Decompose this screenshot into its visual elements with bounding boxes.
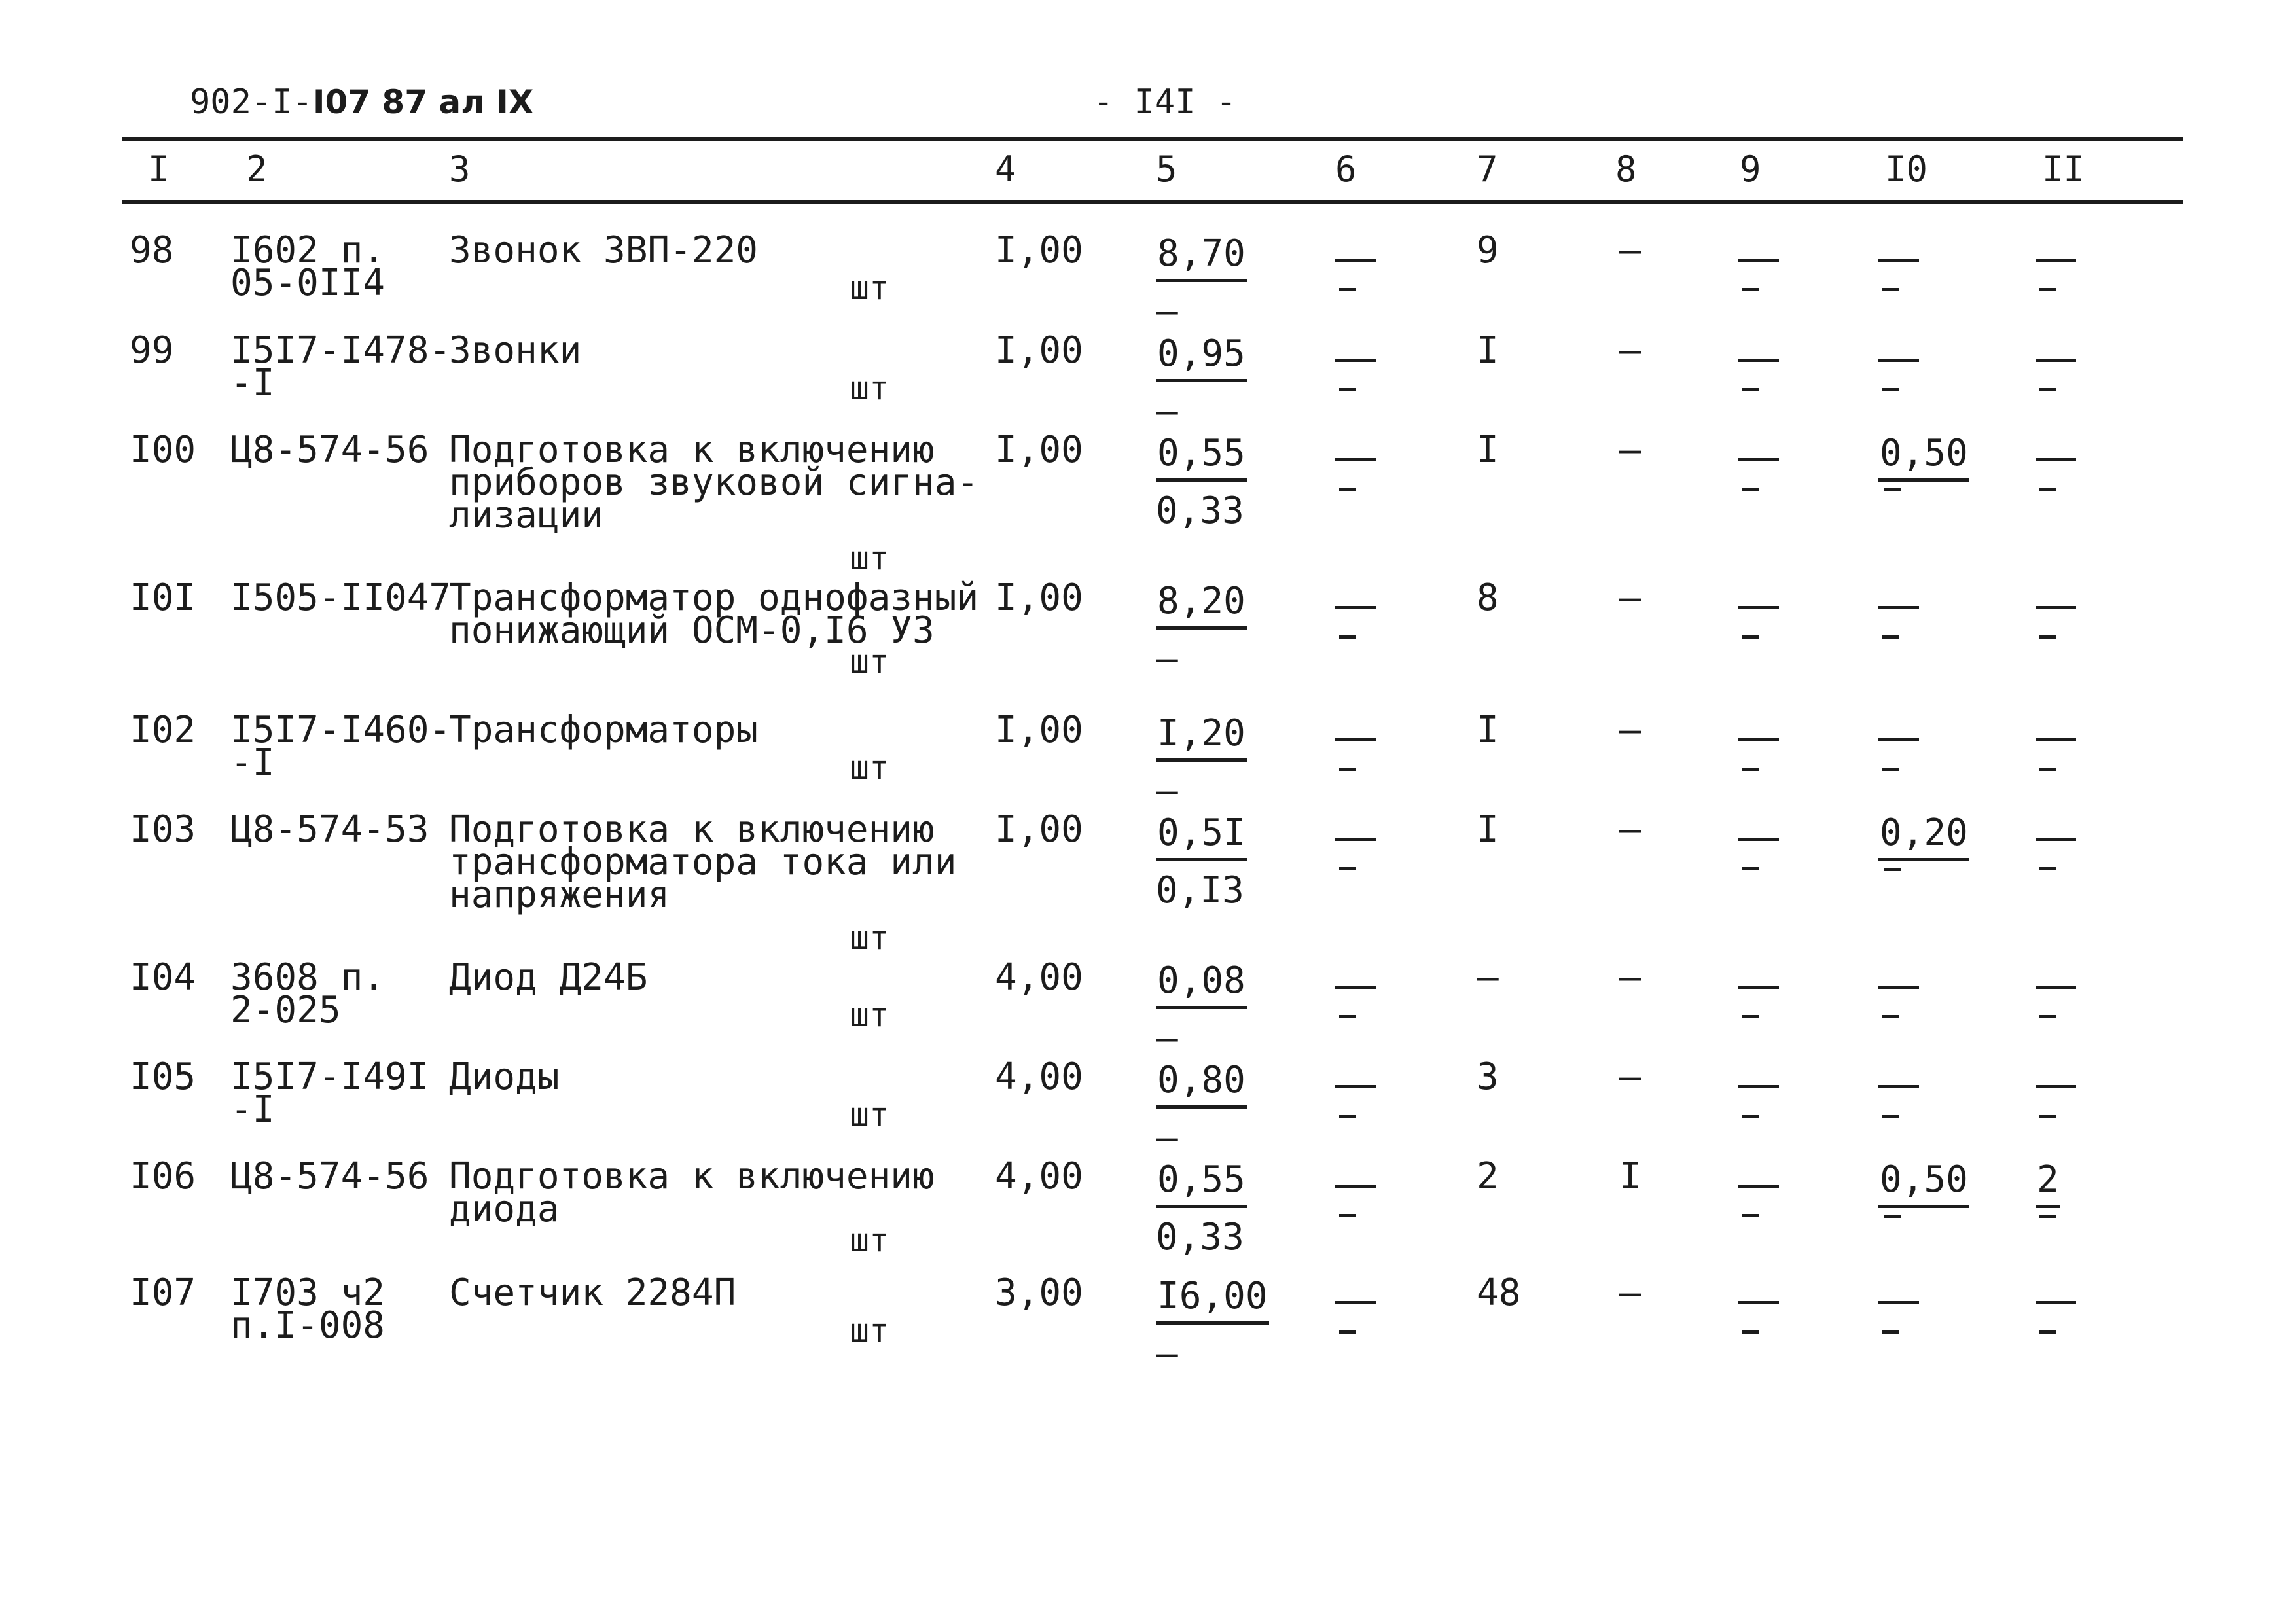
row-col10-dash-bottom xyxy=(1882,1115,1899,1118)
row-col11-dash xyxy=(2036,812,2076,870)
col10-top-value: 0,50 xyxy=(1878,1158,1969,1208)
row-col9-dash-bottom xyxy=(1742,1214,1759,1217)
column-header-5: 5 xyxy=(1156,149,1177,190)
row-name-line: Трансформатор однофазный xyxy=(449,577,979,619)
row-col6-dash xyxy=(1335,432,1376,491)
row-col11-dash-top xyxy=(2036,959,2076,989)
row-col6-dash-bottom xyxy=(1339,1115,1356,1118)
col5-top-value: 0,08 xyxy=(1156,959,1247,1009)
row-col9-dash xyxy=(1738,712,1779,771)
row-col11-dash-bottom xyxy=(2039,288,2056,291)
row-col5-value xyxy=(1156,580,1247,680)
row-col11-dash-top xyxy=(2036,1059,2076,1088)
row-quantity: I,00 xyxy=(995,429,1083,471)
row-name-line: понижающий ОСМ-0,I6 У3 xyxy=(449,609,935,652)
row-col8-value: – xyxy=(1619,1272,1641,1314)
row-code-line: I5I7-I478- xyxy=(230,329,452,372)
row-col9-dash-bottom xyxy=(1742,635,1759,639)
row-col10-dash-top xyxy=(1878,232,1919,262)
row-col6-dash xyxy=(1335,580,1376,639)
row-col5-value xyxy=(1156,1158,1247,1258)
row-number: I06 xyxy=(130,1155,196,1198)
row-unit: шт xyxy=(850,539,889,577)
row-unit: шт xyxy=(850,269,889,307)
column-header-7: 7 xyxy=(1477,149,1498,190)
row-col9-dash-bottom xyxy=(1742,768,1759,771)
row-col9-dash-bottom xyxy=(1742,1015,1759,1018)
row-col9-dash-bottom xyxy=(1742,488,1759,491)
row-col6-dash xyxy=(1335,232,1376,291)
col5-bottom-value: 0,I3 xyxy=(1156,869,1244,912)
row-unit: шт xyxy=(850,1096,889,1133)
row-col9-dash xyxy=(1738,1059,1779,1118)
row-code-line: Ц8-574-56 xyxy=(230,1155,429,1198)
row-col11-dash-bottom xyxy=(2039,635,2056,639)
row-col11-dash-top xyxy=(2036,332,2076,362)
row-col9-dash-top xyxy=(1738,959,1779,989)
row-col10-dash xyxy=(1878,232,1919,291)
row-col11-dash xyxy=(2036,432,2076,491)
row-name-line: Подготовка к включению xyxy=(449,808,935,851)
row-col7-value: 9 xyxy=(1477,229,1499,272)
row-col9-dash xyxy=(1738,232,1779,291)
row-unit: шт xyxy=(850,1221,889,1259)
row-col6-dash-bottom xyxy=(1339,1015,1356,1018)
row-col5-value xyxy=(1156,1275,1269,1375)
row-col6-dash xyxy=(1335,812,1376,870)
row-code-line: 2-025 xyxy=(230,989,341,1031)
row-col10-dash-top xyxy=(1878,959,1919,989)
row-col10-bottom-dash xyxy=(1884,488,1901,491)
row-col8-value: I xyxy=(1619,1155,1641,1198)
row-name-line: Трансформаторы xyxy=(449,709,759,751)
row-col7-value: 48 xyxy=(1477,1272,1521,1314)
row-name-line: трансформатора тока или xyxy=(449,841,957,883)
row-col6-dash-bottom xyxy=(1339,1330,1356,1334)
row-col7-value: I xyxy=(1477,329,1499,372)
row-quantity: I,00 xyxy=(995,229,1083,272)
row-quantity: I,00 xyxy=(995,577,1083,619)
row-col7-value: I xyxy=(1477,429,1499,471)
row-name-line: Диод Д24Б xyxy=(449,956,648,999)
row-name-line: Подготовка к включению xyxy=(449,1155,935,1198)
row-col9-dash xyxy=(1738,432,1779,491)
row-quantity: 4,00 xyxy=(995,1056,1083,1098)
document-code xyxy=(190,82,534,122)
row-col6-dash-bottom xyxy=(1339,1214,1356,1217)
row-code-line: I602 п. xyxy=(230,229,386,272)
row-number: 99 xyxy=(130,329,174,372)
col5-top-value: 0,95 xyxy=(1156,332,1247,382)
column-header-8: 8 xyxy=(1615,149,1637,190)
row-code-line: I5I7-I460- xyxy=(230,709,452,751)
row-code-line: 05-0II4 xyxy=(230,262,386,304)
row-col8-value: – xyxy=(1619,956,1641,999)
row-col11-dash xyxy=(2036,332,2076,391)
row-col10-dash-top xyxy=(1878,1059,1919,1088)
row-col8-value: – xyxy=(1619,429,1641,471)
row-code-line: I5I7-I49I xyxy=(230,1056,429,1098)
row-col9-dash-top xyxy=(1738,812,1779,841)
row-col9-dash-top xyxy=(1738,1275,1779,1304)
col5-top-value: I,20 xyxy=(1156,712,1247,762)
row-col8-value: – xyxy=(1619,1056,1641,1098)
row-col6-dash-bottom xyxy=(1339,388,1356,391)
row-col9-dash-top xyxy=(1738,712,1779,741)
row-quantity: I,00 xyxy=(995,329,1083,372)
column-header-4: 4 xyxy=(995,149,1016,190)
row-col9-dash-bottom xyxy=(1742,1330,1759,1334)
row-col10-dash-bottom xyxy=(1882,635,1899,639)
row-col6-dash xyxy=(1335,712,1376,771)
row-col9-dash-top xyxy=(1738,332,1779,362)
row-col10-dash xyxy=(1878,959,1919,1018)
row-number: I07 xyxy=(130,1272,196,1314)
row-col10-dash xyxy=(1878,332,1919,391)
col5-bottom-value: – xyxy=(1156,770,1178,812)
row-col9-dash xyxy=(1738,1158,1779,1217)
row-number: I0I xyxy=(130,577,196,619)
row-number: I05 xyxy=(130,1056,196,1098)
row-col11-bottom-dash xyxy=(2039,1215,2056,1218)
row-col10-bottom-dash xyxy=(1884,1215,1901,1218)
row-col11-dash-top xyxy=(2036,1275,2076,1304)
row-col11-dash-bottom xyxy=(2039,388,2056,391)
row-name-line: Диоды xyxy=(449,1056,560,1098)
row-col5-value xyxy=(1156,812,1247,912)
row-col9-dash xyxy=(1738,1275,1779,1334)
row-col6-dash-top xyxy=(1335,1158,1376,1188)
column-header-1: I xyxy=(148,149,170,190)
row-col11-dash-bottom xyxy=(2039,867,2056,870)
row-col10-value xyxy=(1878,812,1969,861)
row-col10-dash-bottom xyxy=(1882,1015,1899,1018)
row-unit: шт xyxy=(850,919,889,957)
row-unit: шт xyxy=(850,996,889,1034)
row-name-line: напряжения xyxy=(449,874,670,916)
table-top-rule xyxy=(122,137,2183,141)
row-col11-dash-top xyxy=(2036,580,2076,609)
row-code-line: Ц8-574-56 xyxy=(230,429,429,471)
row-col10-dash-bottom xyxy=(1882,768,1899,771)
col5-bottom-value: – xyxy=(1156,1116,1178,1159)
row-col6-dash-top xyxy=(1335,712,1376,741)
col5-top-value: 0,5I xyxy=(1156,812,1247,861)
row-col11-dash xyxy=(2036,712,2076,771)
col5-bottom-value: – xyxy=(1156,1017,1178,1060)
row-col6-dash-top xyxy=(1335,812,1376,841)
row-col11-dash xyxy=(2036,232,2076,291)
row-name-line: диода xyxy=(449,1188,560,1230)
row-name-line: лизации xyxy=(449,494,604,537)
row-col10-dash-bottom xyxy=(1882,1330,1899,1334)
column-header-6: 6 xyxy=(1335,149,1357,190)
row-col6-dash xyxy=(1335,1158,1376,1217)
page-number: - I4I - xyxy=(1093,82,1237,122)
row-col10-dash-top xyxy=(1878,1275,1919,1304)
row-col7-value: I xyxy=(1477,808,1499,851)
row-code-line: п.I-008 xyxy=(230,1304,386,1347)
row-col5-value xyxy=(1156,1059,1247,1159)
row-col10-dash xyxy=(1878,1059,1919,1118)
row-col10-dash-top xyxy=(1878,580,1919,609)
row-col6-dash-top xyxy=(1335,232,1376,262)
row-code-line: Ц8-574-53 xyxy=(230,808,429,851)
row-col10-dash xyxy=(1878,1275,1919,1334)
row-col11-dash-top xyxy=(2036,232,2076,262)
row-col11-dash xyxy=(2036,1059,2076,1118)
row-col5-value xyxy=(1156,712,1247,812)
row-col11-dash xyxy=(2036,1275,2076,1334)
col5-bottom-value: 0,33 xyxy=(1156,1216,1244,1258)
row-quantity: 4,00 xyxy=(995,956,1083,999)
row-col6-dash-bottom xyxy=(1339,635,1356,639)
row-number: 98 xyxy=(130,229,174,272)
row-col10-dash-bottom xyxy=(1882,288,1899,291)
row-col9-dash xyxy=(1738,332,1779,391)
row-col5-value xyxy=(1156,959,1247,1060)
row-col9-dash-bottom xyxy=(1742,1115,1759,1118)
row-col8-value: – xyxy=(1619,577,1641,619)
table-header-rule xyxy=(122,200,2183,204)
row-number: I03 xyxy=(130,808,196,851)
row-col9-dash-bottom xyxy=(1742,867,1759,870)
row-col11-dash-bottom xyxy=(2039,768,2056,771)
row-col6-dash-top xyxy=(1335,332,1376,362)
row-col10-dash xyxy=(1878,580,1919,639)
row-col9-dash xyxy=(1738,812,1779,870)
row-col10-dash-top xyxy=(1878,332,1919,362)
row-quantity: 3,00 xyxy=(995,1272,1083,1314)
document-code-suffix: I07 87 ал IX xyxy=(312,83,534,121)
row-col11-dash-bottom xyxy=(2039,488,2056,491)
row-quantity: 4,00 xyxy=(995,1155,1083,1198)
col11-top-value: 2 xyxy=(2036,1158,2060,1208)
document-code-prefix: 902-I- xyxy=(190,82,313,122)
row-col7-value: 8 xyxy=(1477,577,1499,619)
row-name-line: Звонки xyxy=(449,329,582,372)
row-col10-dash-bottom xyxy=(1882,388,1899,391)
row-col11-dash-bottom xyxy=(2039,1115,2056,1118)
row-code-line: I505-II047 xyxy=(230,577,452,619)
col5-bottom-value: – xyxy=(1156,1332,1178,1375)
col5-top-value: 8,20 xyxy=(1156,580,1247,630)
row-col8-value: – xyxy=(1619,808,1641,851)
col10-top-value: 0,50 xyxy=(1878,432,1969,482)
column-header-11: II xyxy=(2042,149,2085,190)
col5-bottom-value: 0,33 xyxy=(1156,490,1244,532)
row-col6-dash-bottom xyxy=(1339,867,1356,870)
col5-top-value: 0,55 xyxy=(1156,432,1247,482)
row-col6-dash-top xyxy=(1335,1059,1376,1088)
row-col6-dash xyxy=(1335,1059,1376,1118)
row-col7-value: I xyxy=(1477,709,1499,751)
row-col10-dash-top xyxy=(1878,712,1919,741)
row-col5-value xyxy=(1156,232,1247,332)
row-col6-dash-top xyxy=(1335,959,1376,989)
row-col10-value xyxy=(1878,432,1969,482)
row-quantity: I,00 xyxy=(995,709,1083,751)
row-col8-value: – xyxy=(1619,329,1641,372)
row-col11-value xyxy=(2036,1158,2060,1208)
row-quantity: I,00 xyxy=(995,808,1083,851)
row-col5-value xyxy=(1156,432,1247,532)
row-col8-value: – xyxy=(1619,709,1641,751)
column-header-10: I0 xyxy=(1885,149,1928,190)
row-code-line: I703 ч2 xyxy=(230,1272,386,1314)
col5-top-value: 0,80 xyxy=(1156,1059,1247,1109)
row-col11-dash-bottom xyxy=(2039,1015,2056,1018)
row-unit: шт xyxy=(850,643,889,681)
row-col7-value: – xyxy=(1477,956,1499,999)
row-col8-value: – xyxy=(1619,229,1641,272)
row-col5-value xyxy=(1156,332,1247,433)
row-code-line: -I xyxy=(230,741,275,784)
column-header-9: 9 xyxy=(1740,149,1761,190)
col5-bottom-value: – xyxy=(1156,390,1178,433)
row-unit: шт xyxy=(850,369,889,407)
row-col6-dash-bottom xyxy=(1339,488,1356,491)
row-code-line: 3608 п. xyxy=(230,956,386,999)
row-col6-dash-bottom xyxy=(1339,288,1356,291)
row-col6-dash xyxy=(1335,332,1376,391)
col5-top-value: 8,70 xyxy=(1156,232,1247,282)
row-col6-dash-top xyxy=(1335,580,1376,609)
row-col6-dash-top xyxy=(1335,432,1376,461)
row-col6-dash xyxy=(1335,1275,1376,1334)
row-col9-dash-bottom xyxy=(1742,388,1759,391)
row-col10-dash xyxy=(1878,712,1919,771)
row-name-line: Подготовка к включению xyxy=(449,429,935,471)
row-name-line: Счетчик 2284П xyxy=(449,1272,736,1314)
col5-top-value: 0,55 xyxy=(1156,1158,1247,1208)
row-col9-dash-bottom xyxy=(1742,288,1759,291)
row-name-line: Звонок ЗВП-220 xyxy=(449,229,759,272)
row-col7-value: 2 xyxy=(1477,1155,1499,1198)
row-col9-dash-top xyxy=(1738,432,1779,461)
row-col7-value: 3 xyxy=(1477,1056,1499,1098)
row-number: I02 xyxy=(130,709,196,751)
row-col10-value xyxy=(1878,1158,1969,1208)
row-col9-dash-top xyxy=(1738,1158,1779,1188)
row-col6-dash xyxy=(1335,959,1376,1018)
row-col11-dash xyxy=(2036,959,2076,1018)
row-col11-dash-bottom xyxy=(2039,1330,2056,1334)
row-col6-dash-bottom xyxy=(1339,768,1356,771)
row-number: I04 xyxy=(130,956,196,999)
row-col10-bottom-dash xyxy=(1884,868,1901,871)
row-col11-dash xyxy=(2036,580,2076,639)
col5-bottom-value: – xyxy=(1156,290,1178,332)
col5-bottom-value: – xyxy=(1156,637,1178,680)
col10-top-value: 0,20 xyxy=(1878,812,1969,861)
row-col11-dash-top xyxy=(2036,432,2076,461)
row-col11-dash-top xyxy=(2036,712,2076,741)
row-col9-dash xyxy=(1738,580,1779,639)
row-col6-dash-top xyxy=(1335,1275,1376,1304)
row-code-line: -I xyxy=(230,362,275,404)
row-number: I00 xyxy=(130,429,196,471)
column-header-3: 3 xyxy=(449,149,471,190)
row-col9-dash-top xyxy=(1738,232,1779,262)
row-unit: шт xyxy=(850,1311,889,1349)
row-unit: шт xyxy=(850,749,889,787)
row-col9-dash-top xyxy=(1738,580,1779,609)
row-col11-dash-top xyxy=(2036,812,2076,841)
row-code-line: -I xyxy=(230,1088,275,1131)
row-col9-dash xyxy=(1738,959,1779,1018)
row-col9-dash-top xyxy=(1738,1059,1779,1088)
col5-top-value: I6,00 xyxy=(1156,1275,1269,1325)
row-name-line: приборов звуковой сигна- xyxy=(449,461,979,504)
column-header-2: 2 xyxy=(246,149,268,190)
